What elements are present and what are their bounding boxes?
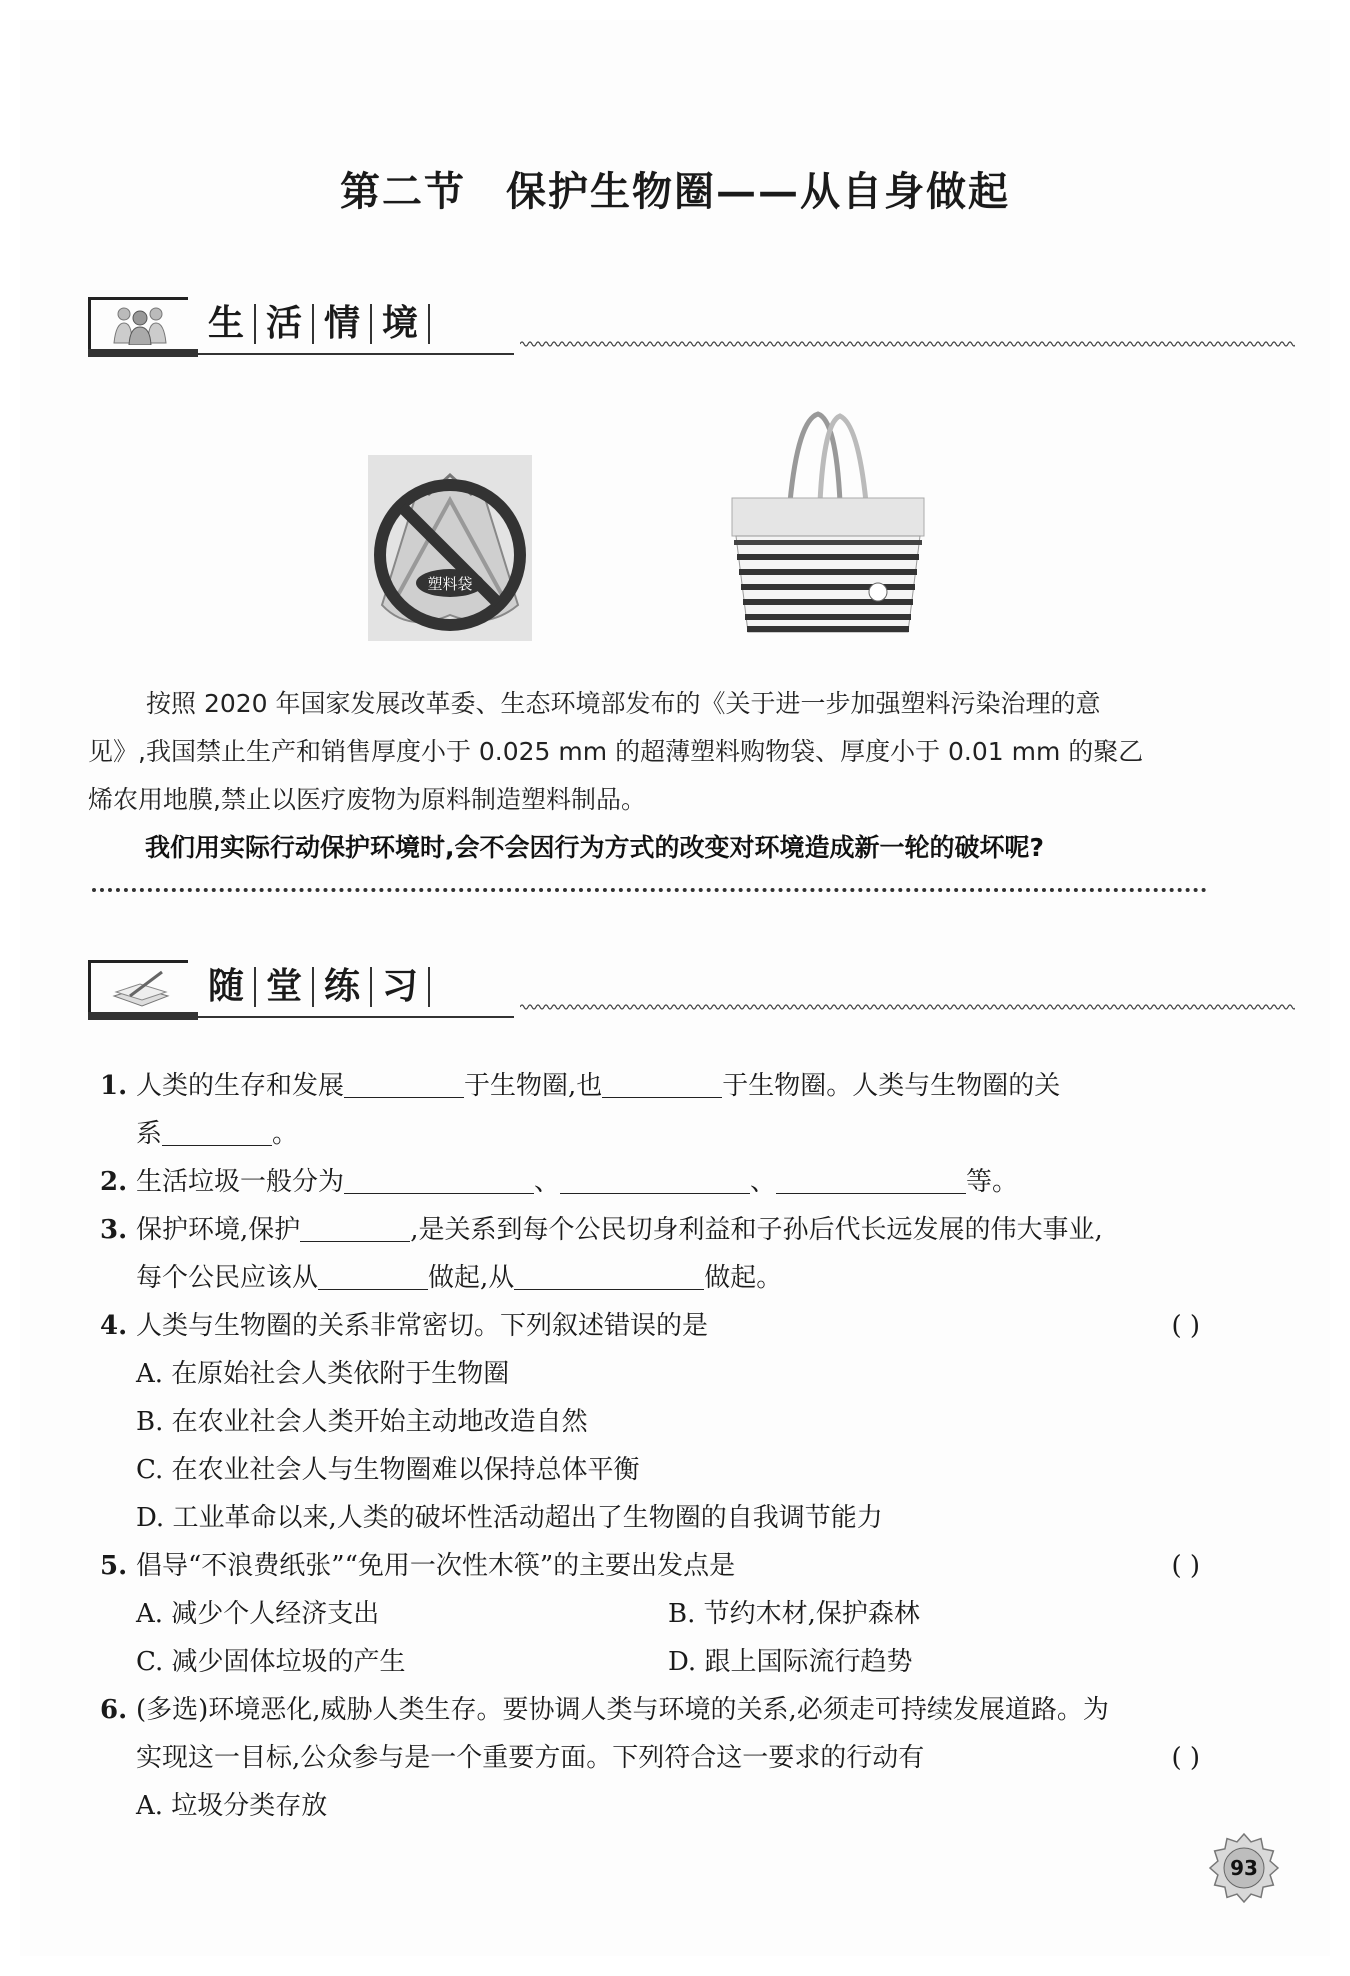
question-text: 、 — [750, 1167, 777, 1197]
section-number: 第二节 — [340, 168, 466, 215]
answer-parentheses[interactable]: ( ) — [1171, 1743, 1200, 1773]
option-c[interactable]: C. 减少固体垃圾的产生 — [136, 1647, 406, 1677]
label-char: 习 — [372, 967, 430, 1007]
option-d[interactable]: D. 工业革命以来,人类的破坏性活动超出了生物圈的自我调节能力 — [136, 1503, 883, 1533]
label-char: 随 — [208, 967, 256, 1007]
answer-blank[interactable] — [162, 1115, 272, 1146]
context-question: 我们用实际行动保护环境时,会不会因行为方式的改变对环境造成新一轮的破坏呢? — [145, 833, 1045, 862]
section-label-life — [208, 303, 430, 344]
question-4 — [100, 1302, 1210, 1542]
question-text: 人类与生物圈的关系非常密切。下列叙述错误的是 — [136, 1311, 709, 1341]
answer-blank[interactable] — [514, 1259, 704, 1290]
question-3 — [100, 1206, 1210, 1302]
question-text: 于生物圈,也 — [464, 1071, 603, 1101]
label-char: 境 — [372, 304, 430, 344]
answer-blank[interactable] — [560, 1163, 750, 1194]
page-number-badge — [1208, 1832, 1280, 1904]
question-text: (多选)环境恶化,威胁人类生存。要协调人类与环境的关系,必须走可持续发展道路。为 — [136, 1695, 1109, 1725]
option-c[interactable]: C. 在农业社会人与生物圈难以保持总体平衡 — [136, 1455, 640, 1485]
question-text: 等。 — [966, 1167, 1019, 1197]
question-text: 、 — [534, 1167, 561, 1197]
answer-blank[interactable] — [318, 1259, 428, 1290]
section-title: 保护生物圈——从自身做起 — [506, 168, 1010, 215]
answer-blank[interactable] — [300, 1211, 410, 1242]
intro-line: 见》,我国禁止生产和销售厚度小于 0.025 mm 的超薄塑料购物袋、厚度小于 0.01 mm 的聚乙 — [88, 737, 1144, 766]
label-char: 情 — [314, 304, 372, 344]
answer-parentheses[interactable]: ( ) — [1171, 1551, 1200, 1581]
striped-cloth-tote-bag — [728, 410, 928, 640]
option-d[interactable]: D. 跟上国际流行趋势 — [668, 1647, 913, 1677]
question-number: 4. — [100, 1311, 128, 1341]
label-char: 堂 — [256, 967, 314, 1007]
option-b[interactable]: B. 在农业社会人类开始主动地改造自然 — [136, 1407, 588, 1437]
question-text: 实现这一目标,公众参与是一个重要方面。下列符合这一要求的行动有 — [136, 1743, 925, 1773]
question-number: 5. — [100, 1551, 128, 1581]
option-a[interactable]: A. 在原始社会人类依附于生物圈 — [136, 1359, 510, 1389]
people-icon — [110, 303, 170, 345]
label-char: 活 — [256, 304, 314, 344]
option-a[interactable]: A. 减少个人经济支出 — [136, 1599, 380, 1629]
section-header-practice — [88, 960, 1208, 1024]
question-number: 1. — [100, 1071, 128, 1101]
question-text: 做起。 — [704, 1263, 783, 1293]
page-title — [0, 160, 1350, 217]
question-text: 做起,从 — [428, 1263, 515, 1293]
question-text: 系 — [136, 1119, 163, 1149]
question-text: 。 — [272, 1119, 299, 1149]
question-text: 生活垃圾一般分为 — [136, 1167, 345, 1197]
wavy-rule — [520, 1000, 1295, 1014]
answer-parentheses[interactable]: ( ) — [1171, 1311, 1200, 1341]
intro-line: 按照 2020 年国家发展改革委、生态环境部发布的《关于进一步加强塑料污染治理的意 — [146, 689, 1101, 718]
answer-blank[interactable] — [344, 1163, 534, 1194]
answer-blank[interactable] — [602, 1067, 722, 1098]
no-plastic-bag-sign — [368, 455, 532, 641]
question-number: 3. — [100, 1215, 128, 1245]
answer-blank[interactable] — [344, 1067, 464, 1098]
question-6 — [100, 1686, 1210, 1830]
option-b[interactable]: B. 节约木材,保护森林 — [668, 1599, 920, 1629]
question-text: 倡导“不浪费纸张”“免用一次性木筷”的主要出发点是 — [136, 1551, 736, 1581]
label-char: 练 — [314, 967, 372, 1007]
option-a[interactable]: A. 垃圾分类存放 — [136, 1791, 328, 1821]
question-2 — [100, 1158, 1210, 1206]
intro-line: 烯农用地膜,禁止以医疗废物为原料制造塑料制品。 — [88, 785, 646, 814]
plastic-bag-label: 塑料袋 — [427, 575, 473, 593]
question-5 — [100, 1542, 1210, 1590]
wavy-rule — [520, 337, 1295, 351]
question-text: ,是关系到每个公民切身利益和子孙后代长远发展的伟大事业, — [410, 1215, 1103, 1245]
intro-paragraph — [88, 680, 1208, 824]
question-text: 人类的生存和发展 — [136, 1071, 345, 1101]
question-1 — [100, 1062, 1210, 1158]
dotted-divider — [92, 888, 1207, 892]
book-pen-icon — [110, 966, 170, 1008]
answer-blank[interactable] — [776, 1163, 966, 1194]
page-number: 93 — [1230, 1856, 1258, 1880]
question-text: 保护环境,保护 — [136, 1215, 301, 1245]
section-header-life — [88, 297, 1208, 361]
section-label-practice — [208, 966, 430, 1007]
question-number: 6. — [100, 1695, 128, 1725]
question-text: 于生物圈。人类与生物圈的关 — [722, 1071, 1061, 1101]
question-number: 2. — [100, 1167, 128, 1197]
question-text: 每个公民应该从 — [136, 1263, 319, 1293]
label-char: 生 — [208, 304, 256, 344]
